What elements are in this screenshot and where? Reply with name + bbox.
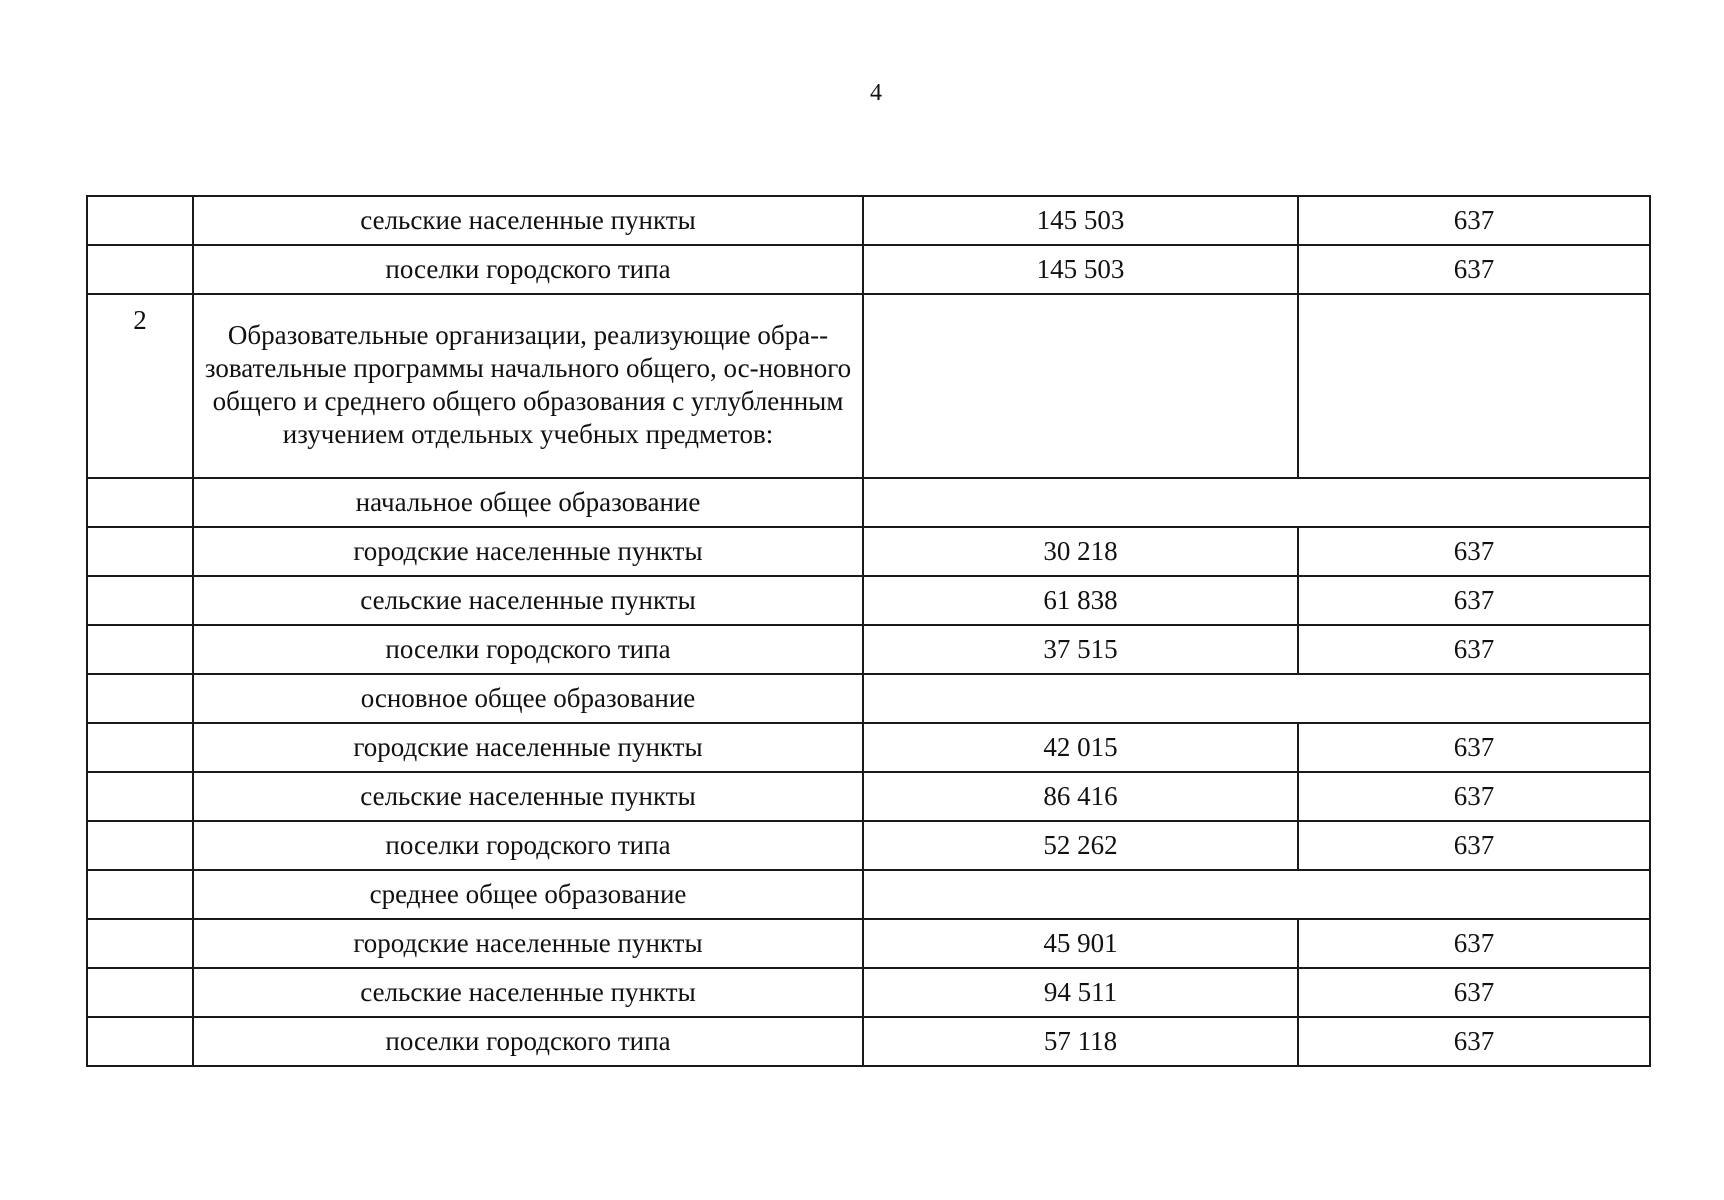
row-value-1: 86 416: [863, 772, 1298, 821]
row-value-1: 94 511: [863, 968, 1298, 1017]
row-name: сельские населенные пункты: [193, 576, 863, 625]
row-value-2: 637: [1298, 196, 1650, 245]
data-table: [86, 195, 1651, 1067]
table-row: [87, 723, 1650, 772]
row-value-1: 30 218: [863, 527, 1298, 576]
row-number: [87, 772, 193, 821]
table-row: [87, 821, 1650, 870]
row-value-2: 637: [1298, 625, 1650, 674]
row-name: городские населенные пункты: [193, 723, 863, 772]
row-value-2: 637: [1298, 527, 1650, 576]
row-value-1: 37 515: [863, 625, 1298, 674]
row-value-1: 61 838: [863, 576, 1298, 625]
row-value-2: 637: [1298, 772, 1650, 821]
table-row: [87, 196, 1650, 245]
row-name: поселки городского типа: [193, 245, 863, 294]
section-empty-cell: [863, 478, 1650, 527]
table-row: [87, 1017, 1650, 1066]
row-value-1: [863, 294, 1298, 478]
section-empty-cell: [863, 674, 1650, 723]
row-number: [87, 674, 193, 723]
row-name: поселки городского типа: [193, 625, 863, 674]
row-value-2: 637: [1298, 821, 1650, 870]
row-name: городские населенные пункты: [193, 527, 863, 576]
row-name: сельские населенные пункты: [193, 968, 863, 1017]
row-value-2: 637: [1298, 245, 1650, 294]
table-row: [87, 625, 1650, 674]
row-name: поселки городского типа: [193, 821, 863, 870]
row-number: [87, 821, 193, 870]
section-title: основное общее образование: [193, 674, 863, 723]
section-empty-cell: [863, 870, 1650, 919]
table-row-section: [87, 478, 1650, 527]
row-value-1: 45 901: [863, 919, 1298, 968]
row-name: поселки городского типа: [193, 1017, 863, 1066]
row-number: [87, 527, 193, 576]
row-name: Образовательные организации, реализующие обра-зовательные программы начального общего, ос-новного общего и среднего общего образования с углубленным изучением отдельных учебных предметов:: [193, 294, 863, 478]
row-number: [87, 625, 193, 674]
row-value-1: 145 503: [863, 196, 1298, 245]
row-value-2: 637: [1298, 968, 1650, 1017]
row-number: [87, 196, 193, 245]
row-number: [87, 576, 193, 625]
row-value-2: 637: [1298, 1017, 1650, 1066]
row-value-2: 637: [1298, 723, 1650, 772]
table-row: [87, 245, 1650, 294]
page-number: 4: [870, 80, 882, 106]
row-number: [87, 478, 193, 527]
table-row: [87, 919, 1650, 968]
row-value-2: 637: [1298, 576, 1650, 625]
row-number: [87, 968, 193, 1017]
table-row: [87, 772, 1650, 821]
row-number: [87, 1017, 193, 1066]
row-value-2: [1298, 294, 1650, 478]
row-number: [87, 245, 193, 294]
section-title: начальное общее образование: [193, 478, 863, 527]
row-number: [87, 870, 193, 919]
table-row-description: [87, 294, 1650, 478]
row-number: 2: [87, 294, 193, 478]
table-row: [87, 968, 1650, 1017]
row-name: сельские населенные пункты: [193, 196, 863, 245]
section-title: среднее общее образование: [193, 870, 863, 919]
row-name: городские населенные пункты: [193, 919, 863, 968]
table-row: [87, 527, 1650, 576]
row-value-2: 637: [1298, 919, 1650, 968]
row-value-1: 52 262: [863, 821, 1298, 870]
row-value-1: 145 503: [863, 245, 1298, 294]
table-row-section: [87, 674, 1650, 723]
table-body: [87, 196, 1650, 1066]
row-value-1: 42 015: [863, 723, 1298, 772]
table-row: [87, 576, 1650, 625]
row-number: [87, 919, 193, 968]
row-value-1: 57 118: [863, 1017, 1298, 1066]
row-name: сельские населенные пункты: [193, 772, 863, 821]
table-row-section: [87, 870, 1650, 919]
row-number: [87, 723, 193, 772]
